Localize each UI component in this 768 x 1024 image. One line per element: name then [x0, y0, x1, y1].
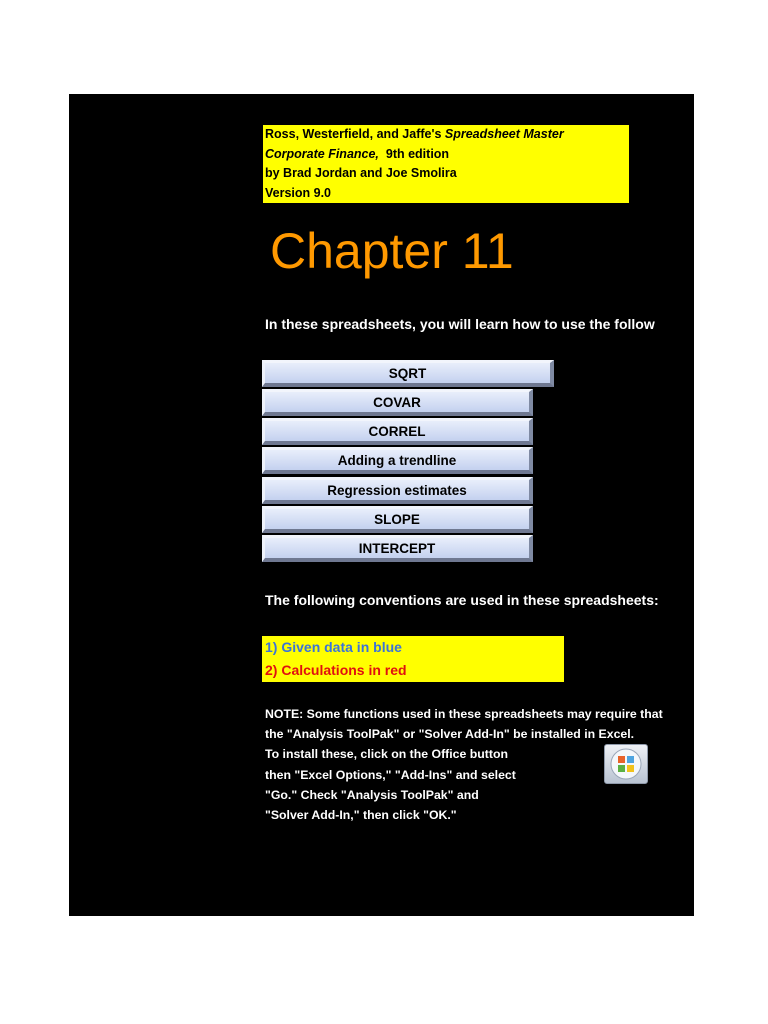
- correl-button[interactable]: CORREL: [262, 418, 533, 445]
- book-title-box: [263, 125, 629, 203]
- intro-text: In these spreadsheets, you will learn how to use the follow: [265, 316, 655, 332]
- calculations-legend: 2) Calculations in red: [265, 662, 407, 678]
- intercept-button[interactable]: INTERCEPT: [262, 535, 533, 562]
- note-line: "Solver Add-In," then click "OK.": [265, 808, 457, 823]
- office-logo-icon: [604, 744, 648, 784]
- conventions-heading: The following conventions are used in these spreadsheets:: [265, 592, 659, 608]
- version-line: Version 9.0: [265, 185, 332, 200]
- adding-trendline-button[interactable]: Adding a trendline: [262, 447, 533, 474]
- note-line: NOTE: Some functions used in these spreadsheets may require that: [265, 707, 663, 721]
- note-line: the "Analysis ToolPak" or "Solver Add-In" be installed in Excel.: [265, 727, 635, 742]
- sqrt-button[interactable]: SQRT: [262, 360, 554, 387]
- spreadsheet-page: [69, 94, 694, 916]
- chapter-title: Chapter 11: [270, 223, 514, 279]
- title-line-1: Ross, Westerfield, and Jaffe's Spreadsheet Master: [265, 127, 564, 141]
- regression-estimates-button[interactable]: Regression estimates: [262, 477, 533, 504]
- slope-button[interactable]: SLOPE: [262, 506, 533, 533]
- authors-line: by Brad Jordan and Joe Smolira: [265, 166, 457, 180]
- title-line-2: Corporate Finance, 9th edition: [265, 146, 450, 161]
- note-line: To install these, click on the Office button: [265, 747, 509, 762]
- note-line: "Go." Check "Analysis ToolPak" and: [265, 787, 479, 802]
- covar-button[interactable]: COVAR: [262, 389, 533, 416]
- conventions-legend: [262, 636, 564, 682]
- note-line: then "Excel Options," "Add-Ins" and select: [265, 767, 516, 782]
- given-data-legend: 1) Given data in blue: [265, 639, 402, 655]
- office-logo-icon-graphic: [610, 748, 642, 780]
